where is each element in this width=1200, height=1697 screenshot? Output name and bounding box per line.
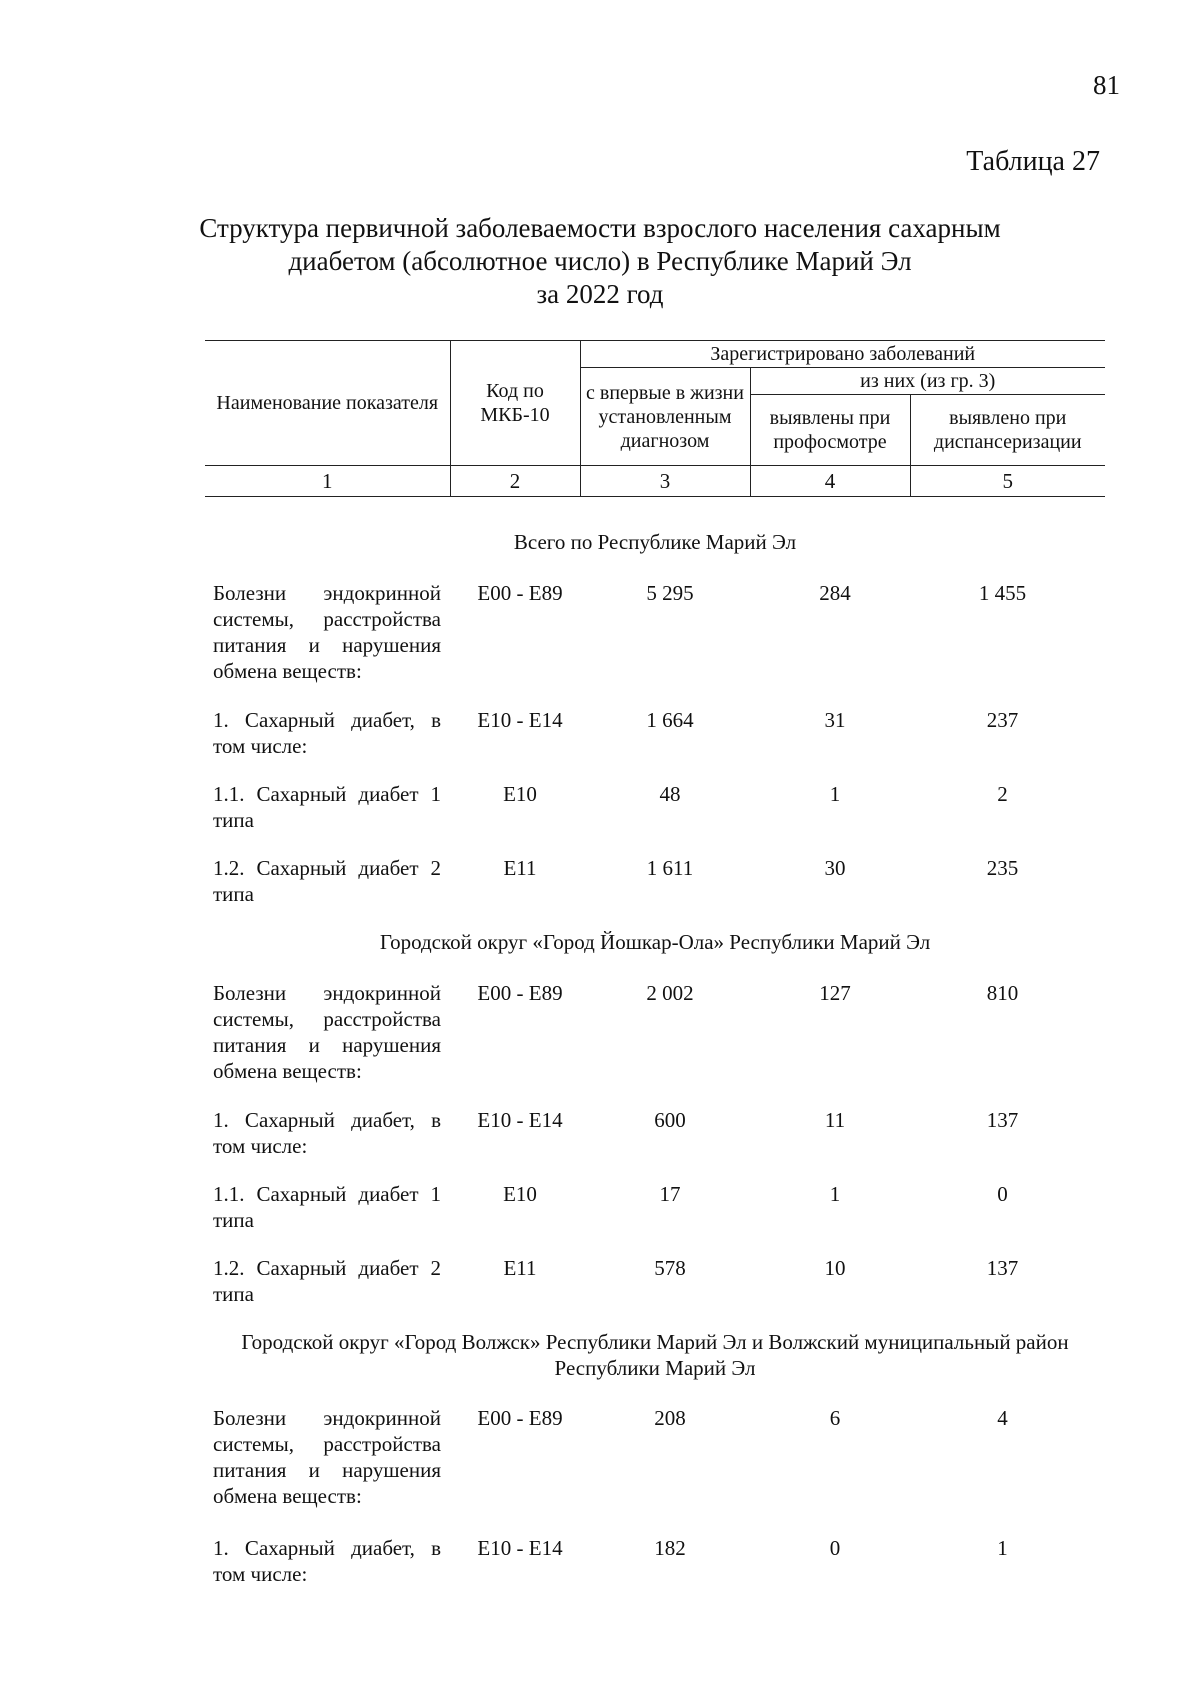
row-first-time: 17 <box>659 1182 681 1206</box>
row-prof-exam: 284 <box>819 581 851 605</box>
row-code: E00 - E89 <box>477 981 563 1005</box>
title-line: диабетом (абсолютное число) в Республике Марий Эл <box>288 246 912 276</box>
row-name: 1.1. Сахарный диабет 1 типа <box>213 782 441 832</box>
row-code: E00 - E89 <box>477 581 563 605</box>
header-name: Наименование показателя <box>205 341 450 466</box>
row-name: 1. Сахарный диабет, в том числе: <box>213 708 441 758</box>
header-first-time: с впервые в жизни установленным диагнозом <box>580 368 750 466</box>
row-dispensary: 2 <box>997 782 1008 806</box>
row-dispensary: 0 <box>997 1182 1008 1206</box>
page-number: 81 <box>1093 70 1120 100</box>
row-prof-exam: 127 <box>819 981 851 1005</box>
row-dispensary: 137 <box>986 1108 1019 1132</box>
row-dispensary: 137 <box>986 1256 1019 1280</box>
header-prof-exam: выявлены при профосмотре <box>750 395 910 466</box>
row-first-time: 48 <box>659 782 681 806</box>
row-name: 1.1. Сахарный диабет 1 типа <box>213 1182 441 1232</box>
row-code: E00 - E89 <box>477 1406 563 1430</box>
row-code: E11 <box>503 1256 537 1280</box>
table-title <box>150 212 1050 311</box>
row-first-time: 1 611 <box>646 856 694 880</box>
header-num: 5 <box>910 466 1105 497</box>
section-title: Городской округ «Город Волжск» Республики Марий Эл и Волжский муниципальный район Республики Марий Эл <box>241 1330 1069 1380</box>
row-name: Болезни эндокринной системы, расстройства питания и нарушения обмена веществ: <box>213 581 441 683</box>
row-code: E10 - E14 <box>477 1536 563 1560</box>
row-prof-exam: 6 <box>829 1406 841 1430</box>
header-num: 4 <box>750 466 910 497</box>
row-dispensary: 237 <box>986 708 1019 732</box>
row-prof-exam: 10 <box>824 1256 846 1280</box>
row-name: 1.2. Сахарный диабет 2 типа <box>213 856 441 906</box>
row-dispensary: 1 <box>997 1536 1008 1560</box>
row-name: 1.2. Сахарный диабет 2 типа <box>213 1256 441 1306</box>
table-label: Таблица 27 <box>966 146 1100 177</box>
header-dispensary: выявлено при диспансеризации <box>910 395 1105 466</box>
row-code: E10 <box>503 782 537 806</box>
row-prof-exam: 1 <box>829 1182 841 1206</box>
row-first-time: 5 295 <box>646 581 694 605</box>
row-prof-exam: 1 <box>829 782 841 806</box>
section-title: Всего по Республике Марий Эл <box>513 530 797 554</box>
row-code: E11 <box>503 856 537 880</box>
row-prof-exam: 0 <box>829 1536 841 1560</box>
section-title: Городской округ «Город Йошкар-Ола» Республики Марий Эл <box>379 930 931 954</box>
row-name: Болезни эндокринной системы, расстройства питания и нарушения обмена веществ: <box>213 1406 441 1508</box>
table-header <box>205 340 1105 497</box>
row-first-time: 182 <box>654 1536 686 1560</box>
row-code: E10 <box>503 1182 537 1206</box>
header-num: 2 <box>450 466 580 497</box>
title-line: Структура первичной заболеваемости взрослого населения сахарным <box>199 213 1001 243</box>
header-of-them: из них (из гр. 3) <box>750 368 1105 395</box>
row-name: 1. Сахарный диабет, в том числе: <box>213 1108 441 1158</box>
header-num: 3 <box>580 466 750 497</box>
row-first-time: 2 002 <box>646 981 694 1005</box>
row-first-time: 600 <box>654 1108 686 1132</box>
row-name: 1. Сахарный диабет, в том числе: <box>213 1536 441 1586</box>
row-dispensary: 810 <box>986 981 1019 1005</box>
row-first-time: 208 <box>654 1406 686 1430</box>
row-code: E10 - E14 <box>477 1108 563 1132</box>
row-dispensary: 1 455 <box>978 581 1027 605</box>
row-first-time: 1 664 <box>646 708 694 732</box>
row-dispensary: 4 <box>997 1406 1008 1430</box>
header-code: Код по МКБ-10 <box>450 341 580 466</box>
row-prof-exam: 11 <box>824 1108 846 1132</box>
row-code: E10 - E14 <box>477 708 563 732</box>
row-first-time: 578 <box>654 1256 686 1280</box>
row-name: Болезни эндокринной системы, расстройства питания и нарушения обмена веществ: <box>213 981 441 1083</box>
row-prof-exam: 31 <box>824 708 846 732</box>
header-num: 1 <box>205 466 450 497</box>
row-prof-exam: 30 <box>824 856 846 880</box>
title-line: за 2022 год <box>536 279 664 309</box>
row-dispensary: 235 <box>986 856 1019 880</box>
header-registered: Зарегистрировано заболеваний <box>580 341 1105 368</box>
